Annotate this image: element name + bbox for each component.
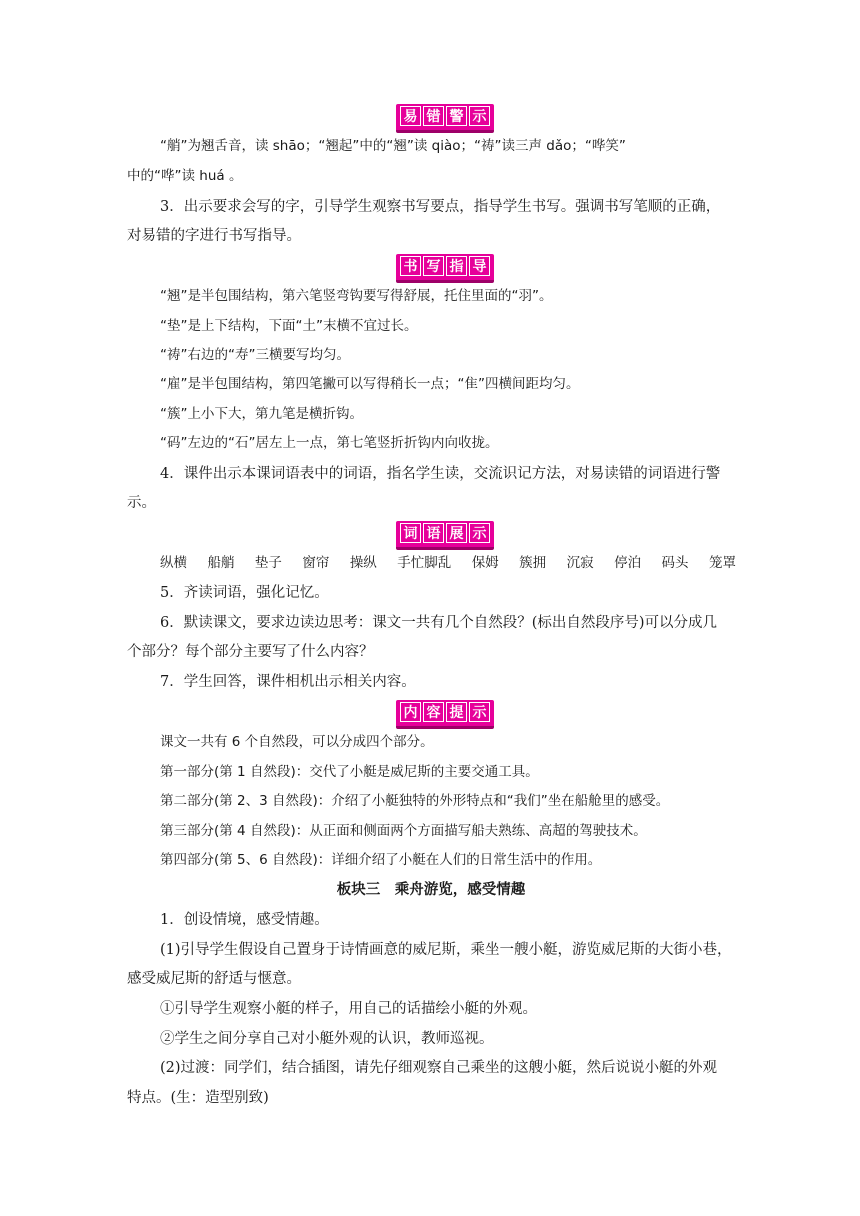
word: 保姆 xyxy=(471,555,499,571)
word: 窗帘 xyxy=(302,555,330,571)
text-line: 第二部分(第 2、3 自然段)：介绍了小艇独特的外形特点和“我们”坐在船舱里的感受。 xyxy=(160,793,670,809)
word: 操纵 xyxy=(349,555,377,571)
badge-char: 写 xyxy=(423,256,444,276)
badge-char: 指 xyxy=(446,256,467,276)
badge-content-hint xyxy=(396,700,494,729)
text-line: 第三部分(第 4 自然段)：从正面和侧面两个方面描写船夫熟练、高超的驾驶技术。 xyxy=(160,823,647,839)
word: 船艄 xyxy=(207,555,235,571)
word: 停泊 xyxy=(614,555,642,571)
badge-char: 展 xyxy=(446,523,467,543)
text-line: 感受威尼斯的舒适与惬意。 xyxy=(127,971,301,987)
word: 垫子 xyxy=(254,555,282,571)
text-line: (2)过渡：同学们，结合插图，请先仔细观察自己乘坐的这艘小艇，然后说说小艇的外观 xyxy=(160,1060,718,1076)
badge-char: 词 xyxy=(400,523,421,543)
badge-char: 易 xyxy=(400,106,421,126)
badge-char: 语 xyxy=(423,523,444,543)
text-line: 3．出示要求会写的字，引导学生观察书写要点，指导学生书写。强调书写笔顺的正确， xyxy=(160,199,721,215)
text-line: 中的“哗”读 huá 。 xyxy=(127,168,243,184)
text-line: 示。 xyxy=(127,495,156,511)
section-heading: 板块三 乘舟游览，感受情趣 xyxy=(336,881,526,898)
word: 簇拥 xyxy=(519,555,547,571)
text-line: 4．课件出示本课词语表中的词语，指名学生读，交流识记方法，对易读错的词语进行警 xyxy=(160,466,721,482)
text-line: 对易错的字进行书写指导。 xyxy=(127,228,301,244)
word-list xyxy=(160,553,736,573)
word: 手忙脚乱 xyxy=(397,555,452,571)
text-line: 7．学生回答，课件相机出示相关内容。 xyxy=(160,674,416,690)
text-line: 第四部分(第 5、6 自然段)：详细介绍了小艇在人们的日常生活中的作用。 xyxy=(160,852,602,868)
word: 纵横 xyxy=(160,555,187,571)
text-line: 1．创设情境，感受情趣。 xyxy=(160,912,329,928)
badge-char: 错 xyxy=(423,106,444,126)
text-line: ②学生之间分享自己对小艇外观的认识，教师巡视。 xyxy=(160,1031,494,1047)
badge-char: 警 xyxy=(446,106,467,126)
badge-char: 内 xyxy=(400,702,421,722)
badge-error-warning xyxy=(396,104,494,133)
text-line: “码”左边的“石”居左上一点，第七笔竖折折钩内向收拢。 xyxy=(160,435,499,451)
text-line: 5．齐读词语，强化记忆。 xyxy=(160,585,329,601)
word: 笼罩 xyxy=(708,555,736,571)
text-line: (1)引导学生假设自己置身于诗情画意的威尼斯，乘坐一艘小艇，游览威尼斯的大街小巷， xyxy=(160,942,732,958)
text-line: “翘”是半包围结构，第六笔竖弯钩要写得舒展，托住里面的“羽”。 xyxy=(160,288,553,304)
badge-char: 书 xyxy=(400,256,421,276)
badge-char: 示 xyxy=(469,702,490,722)
text-line: “垫”是上下结构，下面“土”末横不宜过长。 xyxy=(160,318,418,334)
text-line: 6．默读课文，要求边读边思考：课文一共有几个自然段？(标出自然段序号)可以分成几 xyxy=(160,615,718,631)
badge-char: 示 xyxy=(469,523,490,543)
text-line: “雇”是半包围结构，第四笔撇可以写得稍长一点；“隹”四横间距均匀。 xyxy=(160,376,580,392)
badge-char: 容 xyxy=(423,702,444,722)
text-line: ①引导学生观察小艇的样子，用自己的话描绘小艇的外观。 xyxy=(160,1001,537,1017)
text-line: 特点。(生：造型别致) xyxy=(127,1090,269,1106)
badge-word-display xyxy=(396,521,494,550)
badge-writing-guide xyxy=(396,254,494,283)
badge-char: 示 xyxy=(469,106,490,126)
text-line: “祷”右边的“寿”三横要写均匀。 xyxy=(160,347,350,363)
text-line: “艄”为翘舌音，读 shāo；“翘起”中的“翘”读 qiào；“祷”读三声 dǎo；“哗笑” xyxy=(160,138,626,154)
word: 码头 xyxy=(661,555,689,571)
text-line: “簇”上小下大，第九笔是横折钩。 xyxy=(160,406,363,422)
text-line: 课文一共有 6 个自然段，可以分成四个部分。 xyxy=(160,734,434,750)
text-line: 个部分？每个部分主要写了什么内容？ xyxy=(127,644,374,660)
word: 沉寂 xyxy=(566,555,594,571)
text-line: 第一部分(第 1 自然段)：交代了小艇是威尼斯的主要交通工具。 xyxy=(160,764,539,780)
badge-char: 提 xyxy=(446,702,467,722)
badge-char: 导 xyxy=(469,256,490,276)
